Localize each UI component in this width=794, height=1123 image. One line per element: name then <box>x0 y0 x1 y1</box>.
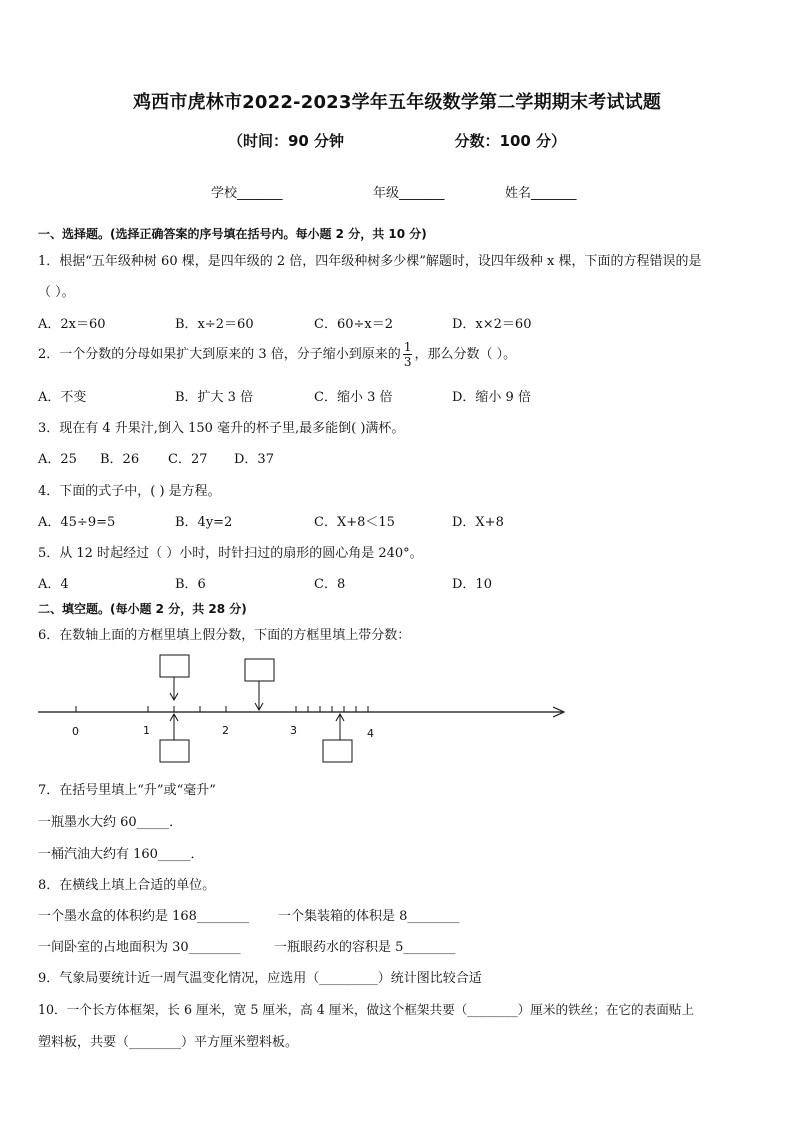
q2-option-a: A．不变 <box>38 390 87 405</box>
q5-option-c: C．8 <box>314 577 346 592</box>
question-3-text: 3．现在有 4 升果汁,倒入 150 毫升的杯子里,最多能倒( )满杯。 <box>38 421 405 436</box>
page-title: 鸡西市虎林市2022-2023学年五年级数学第二学期期末考试试题 <box>132 92 662 113</box>
upper-answer-box-2 <box>245 659 274 681</box>
fraction-one-third <box>403 340 413 369</box>
q4-option-d: D．X+8 <box>452 515 504 530</box>
lower-answer-box-2 <box>323 740 352 762</box>
q5-option-b: B．6 <box>175 577 206 592</box>
question-5-text: 5．从 12 时起经过（ ）小时，时针扫过的扇形的圆心角是 240°。 <box>38 546 423 561</box>
school-field: 学校_______ <box>211 186 283 201</box>
question-1-text-cont: （ ）。 <box>38 285 75 300</box>
q3-option-c: C．27 <box>168 452 208 467</box>
q7-item-b: 一桶汽油大约有 160_____． <box>38 847 204 862</box>
q2-option-c: C．缩小 3 倍 <box>314 390 393 405</box>
question-4-text: 4．下面的式子中，( ) 是方程。 <box>38 484 221 499</box>
section-2-heading: 二、填空题。(每小题 2 分，共 28 分) <box>38 602 247 616</box>
q4-option-b: B．4y=2 <box>175 515 233 530</box>
q4-option-c: C．X+8＜15 <box>314 515 395 530</box>
q3-option-d: D．37 <box>234 452 274 467</box>
score-info: 分数：100 分） <box>454 132 567 150</box>
q8-item-d: 一瓶眼药水的容积是 5________ <box>274 940 456 955</box>
axis-label-2: 2 <box>222 724 229 737</box>
question-2-text <box>38 340 516 369</box>
q5-option-a: A．4 <box>38 577 69 592</box>
q4-option-a: A．45÷9=5 <box>38 515 116 530</box>
q2-option-b: B．扩大 3 倍 <box>175 390 254 405</box>
q2-option-d: D．缩小 9 倍 <box>452 390 531 405</box>
q1-option-d: D．x×2＝60 <box>452 317 532 332</box>
grade-field: 年级_______ <box>373 186 445 201</box>
upper-answer-box-1 <box>160 655 189 677</box>
exam-info <box>0 130 794 151</box>
q3-option-b: B．26 <box>100 452 140 467</box>
axis-label-0: 0 <box>72 725 79 738</box>
q1-option-c: C．60÷x＝2 <box>314 317 393 332</box>
q8-item-c: 一间卧室的占地面积为 30________ <box>38 940 241 955</box>
q8-item-a: 一个墨水盒的体积约是 168________ <box>38 909 249 924</box>
q2-text-before: 2．一个分数的分母如果扩大到原来的 3 倍，分子缩小到原来的 <box>38 347 401 362</box>
axis-label-3: 3 <box>290 724 297 737</box>
q2-text-after: ，那么分数（ ）。 <box>414 347 517 362</box>
section-1-heading: 一、选择题。(选择正确答案的序号填在括号内。每小题 2 分，共 10 分) <box>38 227 427 241</box>
axis-ticks <box>76 706 368 712</box>
q3-option-a: A．25 <box>38 452 77 467</box>
question-9-text: 9．气象局要统计近一周气温变化情况，应选用（_________）统计图比较合适 <box>38 971 482 986</box>
question-7-text: 7．在括号里填上“升”或“毫升” <box>38 783 216 798</box>
question-1-text: 1．根据“五年级种树 60 棵，是四年级的 2 倍，四年级种树多少棵”解题时，设四年级种 x 棵，下面的方程错误的是 <box>38 254 702 269</box>
question-10-text-cont: 塑料板，共要（________）平方厘米塑料板。 <box>38 1035 299 1050</box>
fraction-numerator: 1 <box>403 340 412 354</box>
q5-option-d: D．10 <box>452 577 492 592</box>
axis-label-4: 4 <box>367 727 374 740</box>
question-10-text: 10．一个长方体框架，长 6 厘米，宽 5 厘米，高 4 厘米，做这个框架共要（________）厘米的铁丝；在它的表面贴上 <box>38 1002 694 1017</box>
q8-item-b: 一个集装箱的体积是 8________ <box>278 909 460 924</box>
lower-answer-box-1 <box>160 740 189 762</box>
number-line-diagram <box>0 650 600 768</box>
question-6-text: 6．在数轴上面的方框里填上假分数，下面的方框里填上带分数： <box>38 628 411 643</box>
fraction-denominator: 3 <box>403 355 412 369</box>
q1-option-a: A．2x＝60 <box>38 317 106 332</box>
name-field: 姓名_______ <box>505 186 577 201</box>
q7-item-a: 一瓶墨水大约 60_____． <box>38 815 183 830</box>
axis-label-1: 1 <box>143 724 150 737</box>
q1-option-b: B．x÷2＝60 <box>175 317 254 332</box>
time-info: （时间：90 分钟 <box>227 132 345 150</box>
question-8-text: 8．在横线上填上合适的单位。 <box>38 878 216 893</box>
